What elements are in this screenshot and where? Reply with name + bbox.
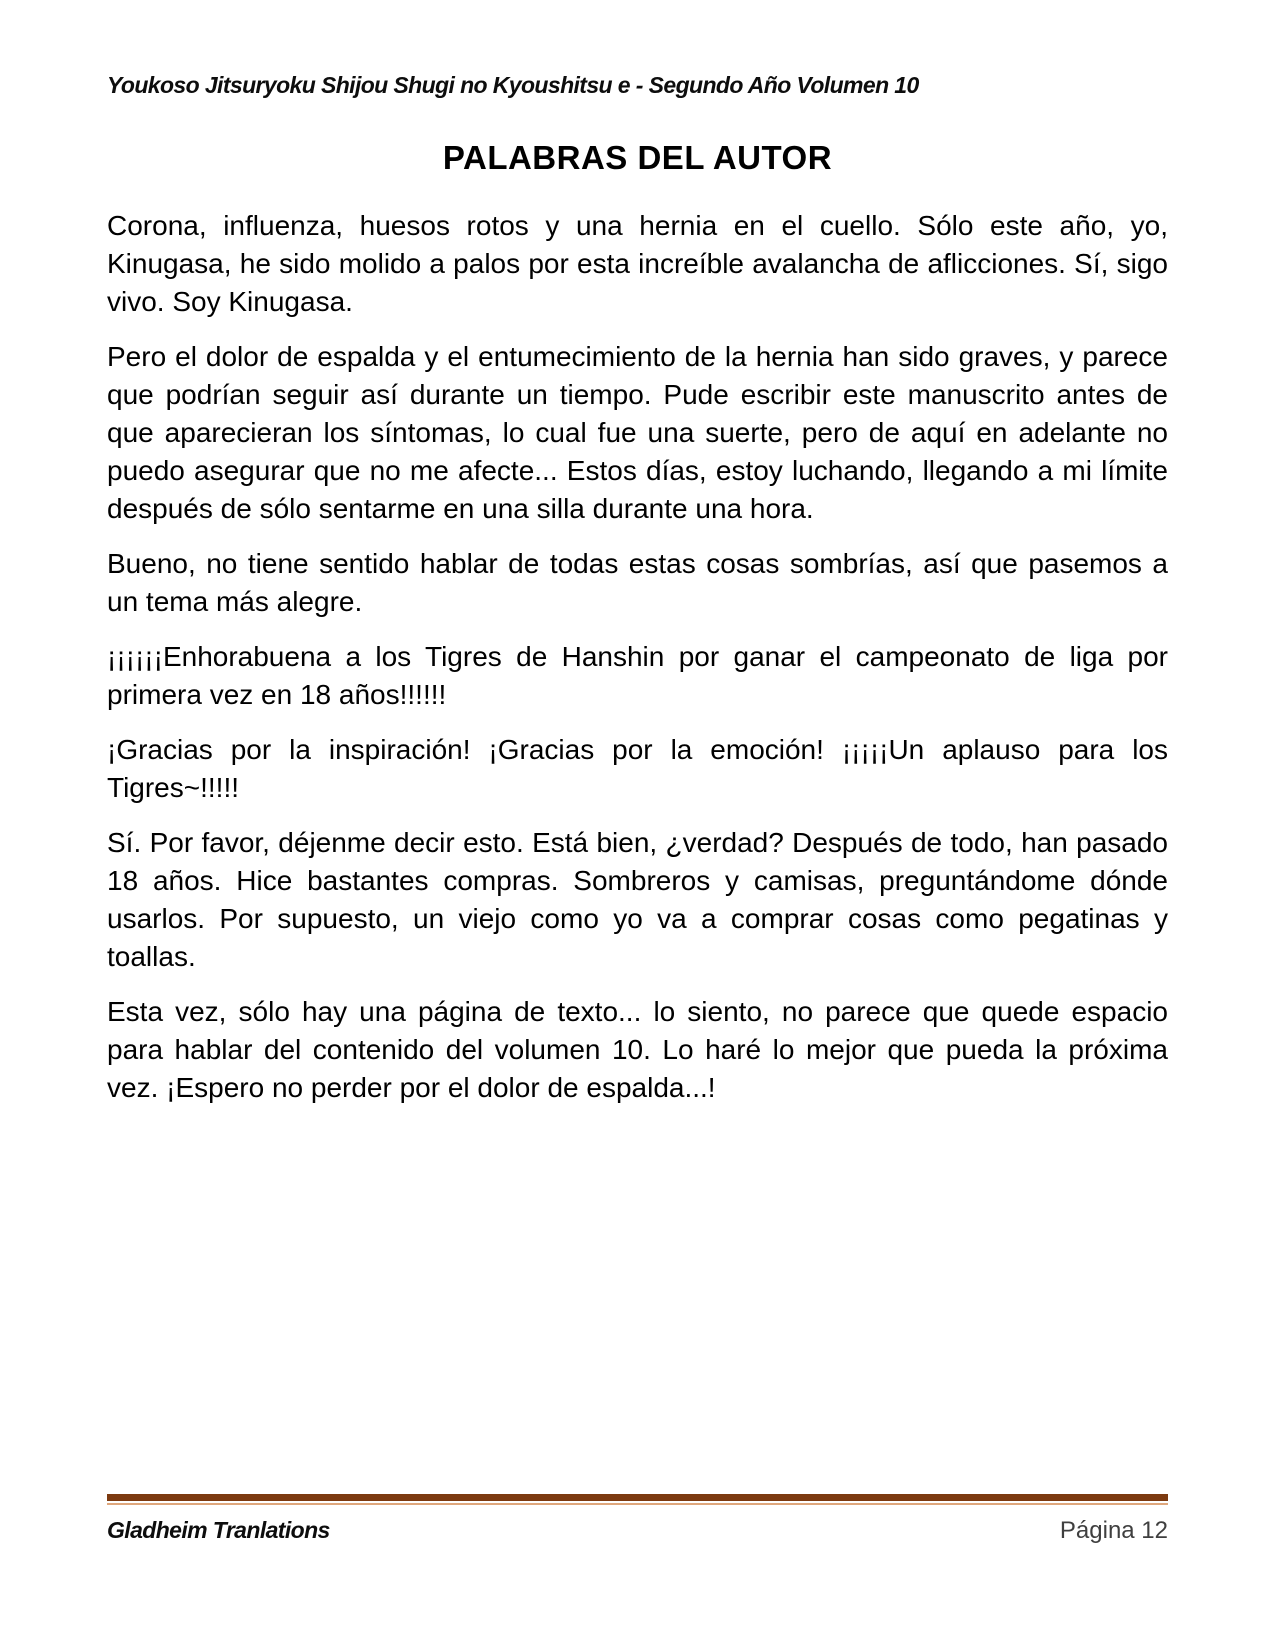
footer-rule-thick [107, 1494, 1168, 1501]
footer-row [107, 1517, 1168, 1545]
footer-translator-name: Gladheim Tranlations [107, 1517, 330, 1543]
paragraph: Esta vez, sólo hay una página de texto... lo siento, no parece que quede espacio para hablar del contenido del volumen 10. Lo haré lo mejor que pueda la próxima vez. ¡Espero no perder por el dolor de espalda...! [107, 996, 1168, 1103]
paragraph: ¡¡¡¡¡¡Enhorabuena a los Tigres de Hanshin por ganar el campeonato de liga por primera vez en 18 años!!!!!! [107, 641, 1168, 710]
page-footer [107, 1494, 1168, 1545]
document-header-series-title: Youkoso Jitsuryoku Shijou Shugi no Kyoushitsu e - Segundo Año Volumen 10 [107, 72, 919, 98]
body-text [107, 207, 1168, 1107]
paragraph: Pero el dolor de espalda y el entumecimiento de la hernia han sido graves, y parece que podrían seguir así durante un tiempo. Pude escribir este manuscrito antes de que aparecieran los síntomas, lo cual fue una suerte, pero de aquí en adelante no puedo asegurar que no me afecte... Estos días, estoy luchando, llegando a mi límite después de sólo sentarme en una silla durante una hora. [107, 341, 1168, 524]
page-title: PALABRAS DEL AUTOR [442, 139, 833, 176]
paragraph: ¡Gracias por la inspiración! ¡Gracias por la emoción! ¡¡¡¡¡Un aplauso para los Tigres~!!!!! [107, 734, 1168, 803]
page-content [107, 0, 1168, 1124]
paragraph: Bueno, no tiene sentido hablar de todas estas cosas sombrías, así que pasemos a un tema más alegre. [107, 548, 1168, 617]
footer-rule-thin [107, 1503, 1168, 1505]
paragraph: Corona, influenza, huesos rotos y una hernia en el cuello. Sólo este año, yo, Kinugasa, he sido molido a palos por esta increíble avalancha de aflicciones. Sí, sigo vivo. Soy Kinugasa. [107, 210, 1168, 317]
paragraph: Sí. Por favor, déjenme decir esto. Está bien, ¿verdad? Después de todo, han pasado 18 años. Hice bastantes compras. Sombreros y camisas, preguntándome dónde usarlos. Por supuesto, un viejo como yo va a comprar cosas como pegatinas y toallas. [107, 827, 1168, 972]
footer-page-number: Página 12 [1059, 1517, 1168, 1544]
